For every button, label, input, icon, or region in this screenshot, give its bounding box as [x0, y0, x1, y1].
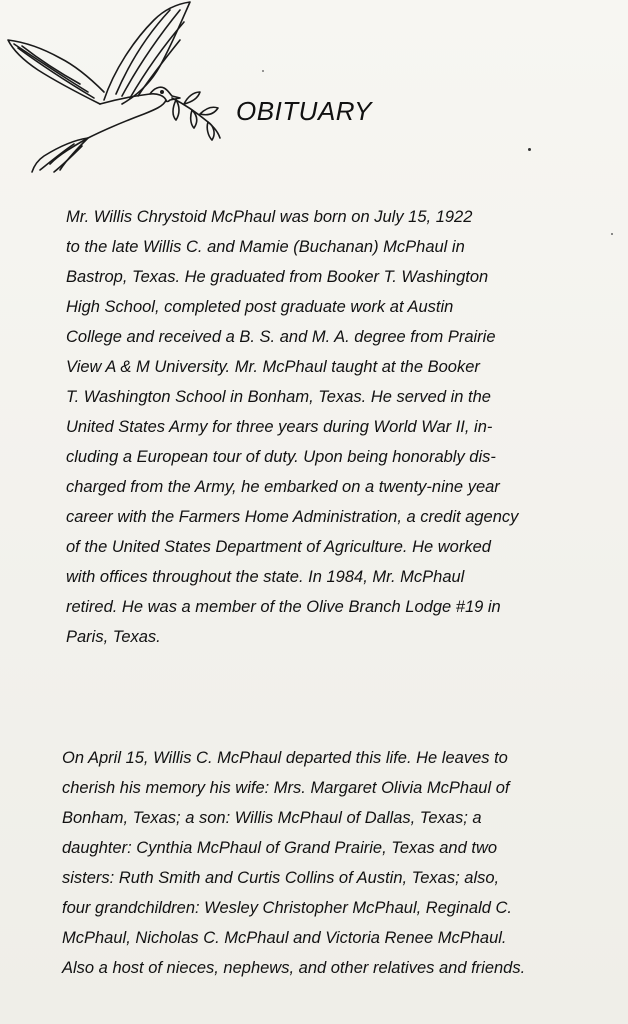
text-line: with offices throughout the state. In 1984, Mr. McPhaul	[66, 568, 465, 586]
text-line: Mr. Willis Chrystoid McPhaul was born on July 15, 1922	[66, 208, 473, 226]
text-line: four grandchildren: Wesley Christopher McPhaul, Reginald C.	[62, 899, 512, 917]
text-line: High School, completed post graduate work at Austin	[66, 298, 454, 316]
text-line: Bonham, Texas; a son: Willis McPhaul of Dallas, Texas; a	[62, 809, 482, 827]
text-line: On April 15, Willis C. McPhaul departed this life. He leaves to	[62, 749, 508, 767]
text-line: Paris, Texas.	[66, 628, 161, 646]
text-line: T. Washington School in Bonham, Texas. He served in the	[66, 388, 491, 406]
survivors-paragraph	[62, 743, 525, 983]
biography-paragraph	[66, 202, 518, 652]
paper-speck	[528, 148, 531, 151]
paper-speck	[611, 233, 613, 235]
text-line: Bastrop, Texas. He graduated from Booker T. Washington	[66, 268, 489, 286]
text-line: daughter: Cynthia McPhaul of Grand Prairie, Texas and two	[62, 839, 498, 857]
text-line: to the late Willis C. and Mamie (Buchanan) McPhaul in	[66, 238, 465, 256]
text-line: retired. He was a member of the Olive Branch Lodge #19 in	[66, 598, 501, 616]
text-line: cherish his memory his wife: Mrs. Margaret Olivia McPhaul of	[62, 779, 510, 797]
text-line: cluding a European tour of duty. Upon being honorably dis-	[66, 448, 496, 466]
paper-speck	[262, 70, 264, 72]
text-line: of the United States Department of Agriculture. He worked	[66, 538, 491, 556]
text-line: career with the Farmers Home Administration, a credit agency	[66, 508, 519, 526]
text-line: sisters: Ruth Smith and Curtis Collins of Austin, Texas; also,	[62, 869, 500, 887]
dove-with-olive-branch-icon	[4, 0, 224, 180]
text-line: College and received a B. S. and M. A. degree from Prairie	[66, 328, 496, 346]
text-line: United States Army for three years during World War II, in-	[66, 418, 493, 436]
page-title: OBITUARY	[236, 96, 372, 126]
text-line: Also a host of nieces, nephews, and other relatives and friends.	[62, 959, 526, 977]
text-line: charged from the Army, he embarked on a twenty-nine year	[66, 478, 500, 496]
text-line: View A & M University. Mr. McPhaul taught at the Booker	[66, 358, 480, 376]
text-line: McPhaul, Nicholas C. McPhaul and Victoria Renee McPhaul.	[62, 929, 507, 947]
